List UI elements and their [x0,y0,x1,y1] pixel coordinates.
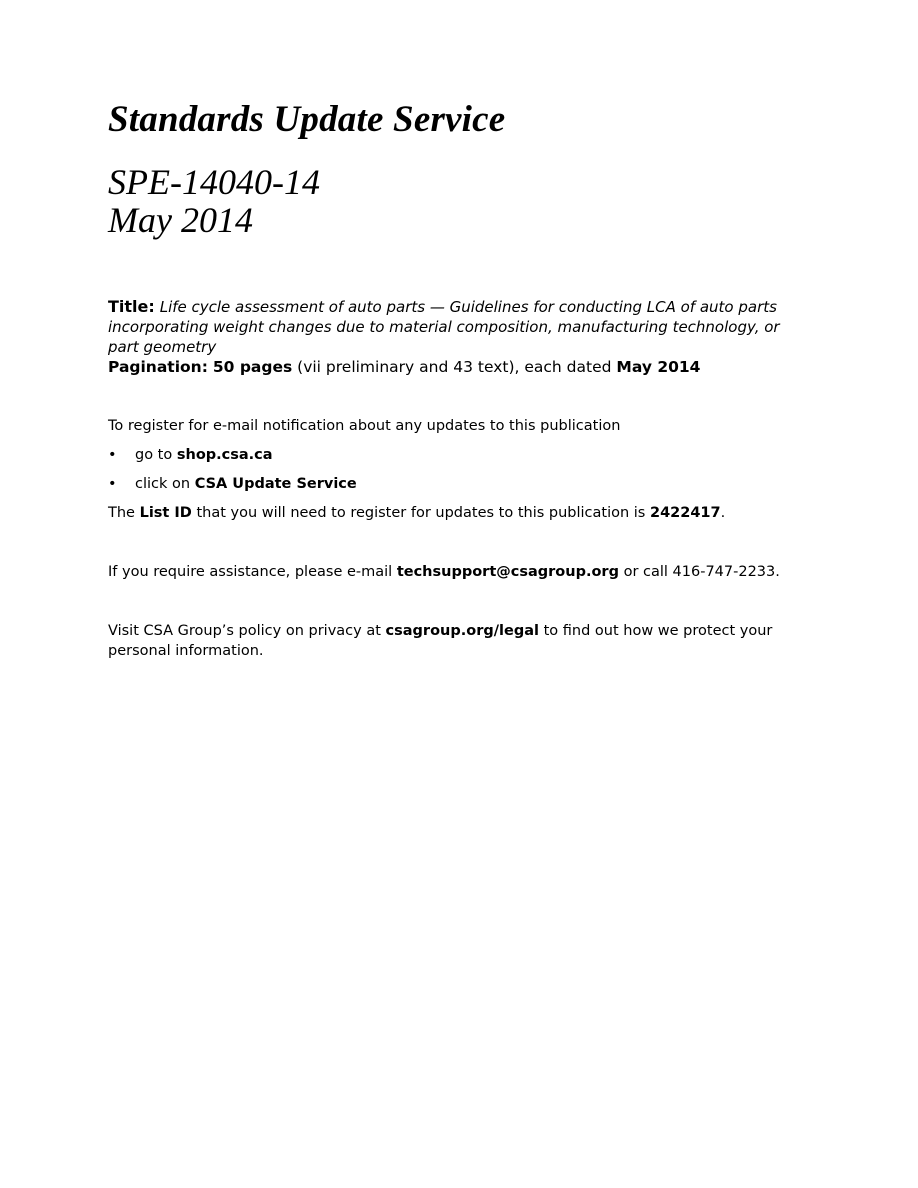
document-page [108,96,808,661]
step-prefix: go to [135,447,173,463]
support-email-link[interactable]: techsupport@csagroup.org [396,564,619,580]
service-title: Standards Update Service [108,99,506,140]
document-id: SPE-14040-14 [108,162,320,202]
pagination-detail: (vii preliminary and 43 text), each dated [297,358,612,376]
step-prefix: click on [135,476,191,492]
assistance-prefix: If you require assistance, please e-mail [108,564,393,580]
register-steps [108,445,808,494]
update-service-link[interactable]: CSA Update Service [194,476,357,492]
list-item [108,474,808,494]
pagination-date: May 2014 [616,358,701,376]
list-id-line [108,503,808,523]
bullet-icon: • [108,476,117,492]
list-id-middle: that you will need to register for updates to this publication is [196,505,646,521]
shop-link[interactable]: shop.csa.ca [176,447,273,463]
privacy-prefix: Visit CSA Group’s policy on privacy at [108,623,381,639]
list-item [108,445,808,465]
list-id-value: 2422417 [649,505,721,521]
privacy-line [108,621,808,661]
privacy-link[interactable]: csagroup.org/legal [385,623,539,639]
pagination-pages: 50 pages [212,358,293,376]
assistance-line [108,562,808,582]
bullet-icon: • [108,447,117,463]
title-label: Title: [108,297,155,316]
title-text: Life cycle assessment of auto parts — Guidelines for conducting LCA of auto parts incorporating weight changes due to material composition, manufacturing technology, or part geometry [108,298,780,356]
list-id-prefix: The [108,505,135,521]
title-block [108,297,808,357]
document-date: May 2014 [108,200,253,240]
privacy-suffix: to find out how we protect your personal information. [108,623,773,659]
assistance-suffix: or call 416-747-2233. [623,564,780,580]
register-intro: To register for e-mail notification about any updates to this publication [108,418,621,434]
list-id-end: . [720,505,726,521]
pagination-label: Pagination: [108,358,208,376]
pagination-line [108,357,808,378]
list-id-label: List ID [139,505,192,521]
